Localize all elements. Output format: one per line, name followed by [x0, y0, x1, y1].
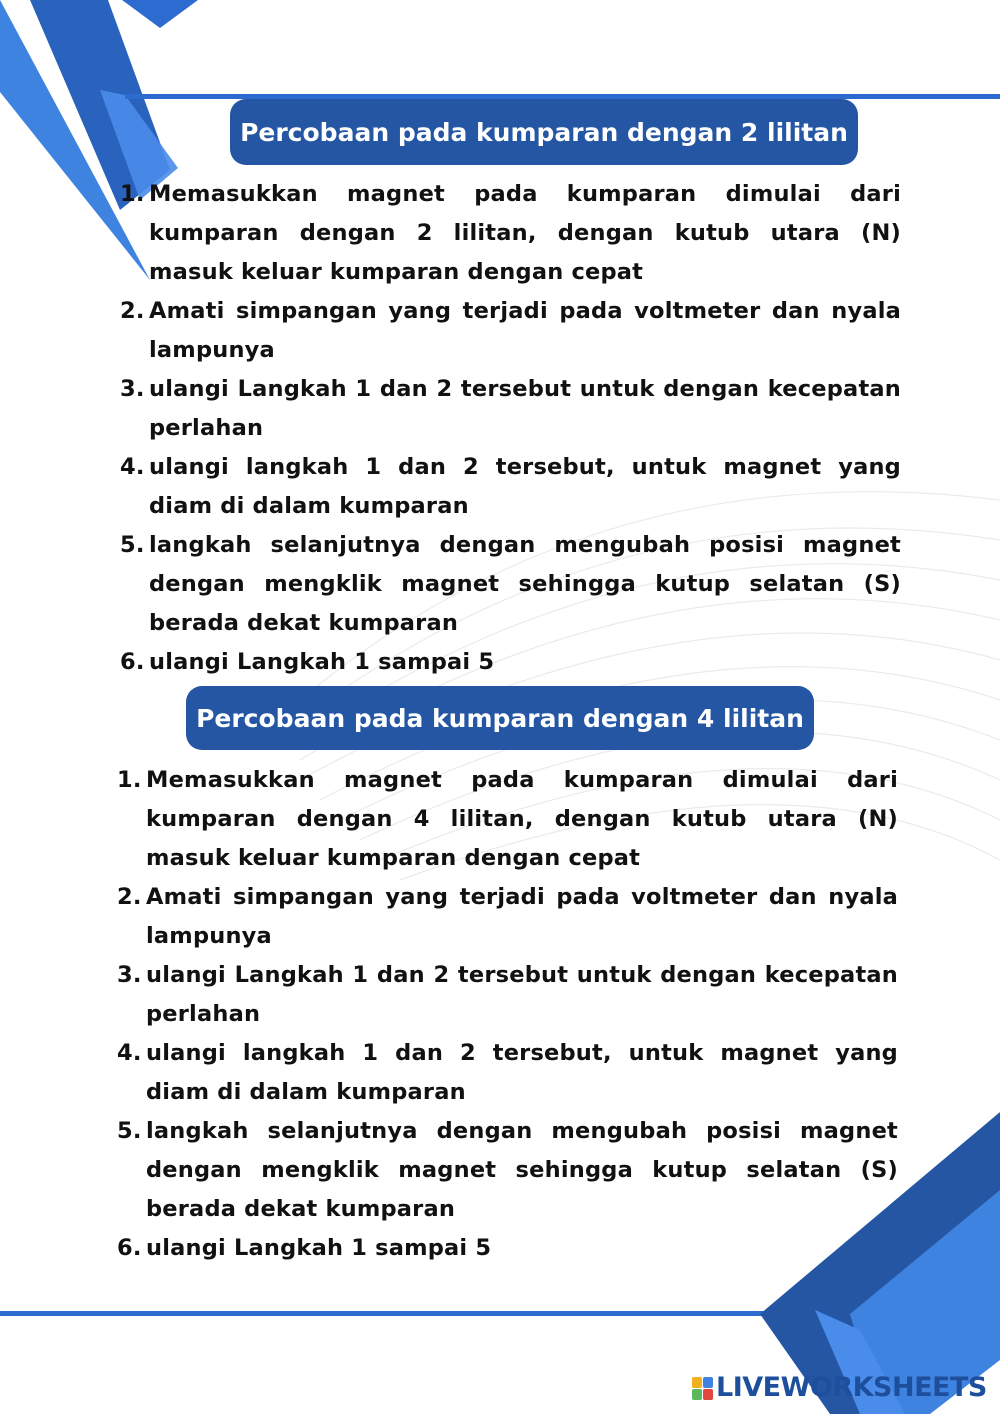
step-text: ulangi Langkah 1 dan 2 tersebut untuk dengan kecepatan perlahan [149, 376, 901, 441]
step-number: 6. [117, 1235, 142, 1261]
step-text: langkah selanjutnya dengan mengubah posisi magnet dengan mengklik magnet sehingga kutup selatan (S) berada dekat kumparan [146, 1118, 898, 1222]
step-text: langkah selanjutnya dengan mengubah posisi magnet dengan mengklik magnet sehingga kutup selatan (S) berada dekat kumparan [149, 532, 901, 636]
list-item [117, 1229, 898, 1268]
list-item [120, 448, 901, 526]
step-text: ulangi langkah 1 dan 2 tersebut, untuk magnet yang diam di dalam kumparan [146, 1040, 898, 1105]
step-text: ulangi Langkah 1 dan 2 tersebut untuk dengan kecepatan perlahan [146, 962, 898, 1027]
step-number: 2. [117, 884, 142, 910]
step-text: Memasukkan magnet pada kumparan dimulai dari kumparan dengan 2 lilitan, dengan kutub utara (N) masuk keluar kumparan dengan cepat [149, 181, 901, 285]
step-text: Amati simpangan yang terjadi pada voltmeter dan nyala lampunya [146, 884, 898, 949]
list-item [120, 526, 901, 643]
list-item [117, 761, 898, 878]
section-2-steps [117, 761, 898, 1268]
logo-text: LIVEWORKSHEETS [716, 1372, 987, 1403]
liveworksheets-logo-icon [692, 1377, 712, 1399]
list-item [117, 1112, 898, 1229]
step-number: 4. [117, 1040, 142, 1066]
list-item [120, 292, 901, 370]
step-number: 4. [120, 454, 145, 480]
step-text: Amati simpangan yang terjadi pada voltmeter dan nyala lampunya [149, 298, 901, 363]
list-item [117, 1034, 898, 1112]
step-number: 6. [120, 649, 145, 675]
section-2-heading: Percobaan pada kumparan dengan 4 lilitan [186, 686, 814, 750]
step-number: 5. [117, 1118, 142, 1144]
list-item [117, 956, 898, 1034]
step-number: 3. [120, 376, 145, 402]
top-left-small-triangle [122, 0, 198, 28]
list-item [120, 370, 901, 448]
section-1-heading: Percobaan pada kumparan dengan 2 lilitan [230, 99, 858, 165]
list-item [120, 175, 901, 292]
bottom-rule [0, 1311, 790, 1316]
section-1-steps [120, 175, 901, 682]
step-number: 1. [117, 767, 142, 793]
step-text: ulangi Langkah 1 sampai 5 [149, 649, 495, 675]
step-number: 5. [120, 532, 145, 558]
step-text: ulangi langkah 1 dan 2 tersebut, untuk magnet yang diam di dalam kumparan [149, 454, 901, 519]
step-number: 1. [120, 181, 145, 207]
list-item [117, 878, 898, 956]
step-text: Memasukkan magnet pada kumparan dimulai dari kumparan dengan 4 lilitan, dengan kutub utara (N) masuk keluar kumparan dengan cepat [146, 767, 898, 871]
step-number: 3. [117, 962, 142, 988]
liveworksheets-logo[interactable] [692, 1372, 987, 1403]
step-number: 2. [120, 298, 145, 324]
step-text: ulangi Langkah 1 sampai 5 [146, 1235, 492, 1261]
list-item [120, 643, 901, 682]
